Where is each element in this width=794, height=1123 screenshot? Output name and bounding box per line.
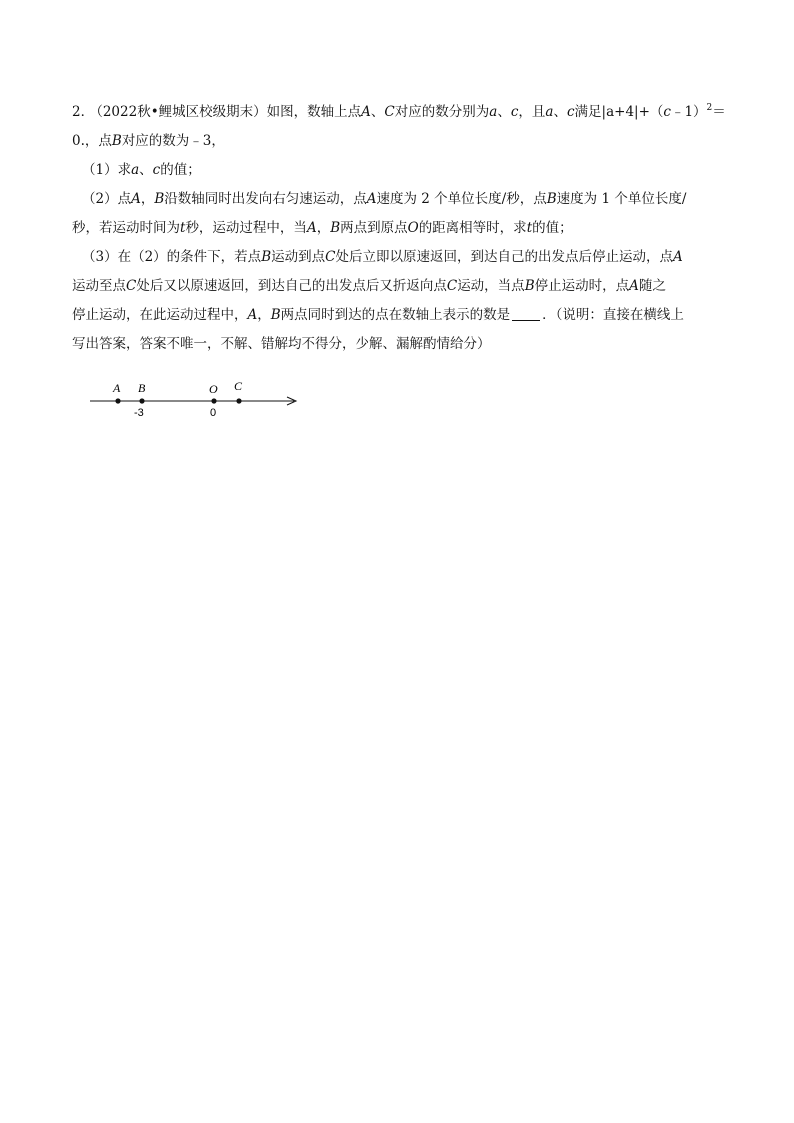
point-label: B <box>330 220 341 236</box>
point-label: B <box>270 307 281 323</box>
problem-number: 2． <box>72 104 95 120</box>
stem-text: 0.，点 <box>72 133 112 149</box>
variable: a <box>545 104 554 120</box>
question-text: 沿数轴同时出发向右匀速运动，点 <box>164 191 367 207</box>
question-2-line-2 <box>72 214 732 243</box>
question-text: 秒，运动过程中，当 <box>185 220 307 236</box>
point-label: B <box>154 191 165 207</box>
question-text: 速度为 1 个单位长度/ <box>556 191 687 207</box>
question-3-line-4 <box>72 330 732 359</box>
question-text: 运动到点 <box>271 249 326 265</box>
variable: t <box>180 220 186 236</box>
point-a-dot <box>115 398 120 403</box>
question-text: 随之 <box>638 278 666 294</box>
variable: c <box>152 162 161 178</box>
point-label: A <box>629 278 639 294</box>
point-label: A <box>366 191 377 207</box>
question-text: 两点到原点 <box>340 220 408 236</box>
question-text: 的值； <box>532 220 573 236</box>
answer-blank[interactable] <box>512 306 540 321</box>
point-label: A <box>361 104 371 120</box>
expression: ﹣1） <box>670 104 707 120</box>
variable: a <box>489 104 498 120</box>
point-label: O <box>407 220 419 236</box>
question-text: 运动，当点 <box>457 278 525 294</box>
problem-text <box>72 98 732 359</box>
point-o-dot <box>211 398 216 403</box>
point-label: C <box>446 278 458 294</box>
stem-text: 对应的数分别为 <box>394 104 490 120</box>
question-text: 运动至点 <box>72 278 126 294</box>
question-3-line-1 <box>72 243 732 272</box>
point-label: C <box>325 249 336 265</box>
point-b-label: B <box>138 381 146 395</box>
problem-line-1 <box>72 98 732 127</box>
question-text: 秒，若运动时间为 <box>72 220 180 236</box>
question-text: 写出答案，答案不唯一，不解、错解均不得分，少解、漏解酌情给分） <box>72 336 491 352</box>
point-a-label: A <box>113 381 121 395</box>
point-o-label: O <box>209 382 218 396</box>
problem-line-2 <box>72 127 732 156</box>
question-text: ．（说明：直接在横线上 <box>542 307 684 323</box>
question-text: 停止运动，在此运动过程中， <box>72 307 248 323</box>
point-label: B <box>546 191 557 207</box>
question-text: 的值； <box>160 162 201 178</box>
point-label: B <box>111 133 122 149</box>
stem-text: 、 <box>370 104 385 120</box>
question-text: （3）在（2）的条件下，若点 <box>82 249 262 265</box>
point-label: C <box>384 104 395 120</box>
stem-text: ，且 <box>518 104 546 120</box>
point-label: A <box>131 191 141 207</box>
point-label: A <box>306 220 317 236</box>
point-label: A <box>672 249 683 265</box>
question-text: 、 <box>139 162 153 178</box>
question-1 <box>72 156 732 185</box>
point-b-dot <box>139 398 144 403</box>
variable: c <box>566 104 575 120</box>
question-text: ， <box>140 191 155 207</box>
stem-text: 对应的数为﹣3， <box>121 133 225 149</box>
question-2-line-1 <box>72 185 732 214</box>
variable: t <box>526 220 533 236</box>
point-label: B <box>524 278 535 294</box>
expression: ＝ <box>712 104 726 120</box>
expression: a+4|+（ <box>606 104 664 120</box>
question-text: 两点同时到达的点在数轴上表示的数是 <box>280 307 511 323</box>
problem-source: （2022秋•鲤城区校级期末） <box>96 104 267 120</box>
question-text: ， <box>257 307 271 323</box>
point-c-label: C <box>234 379 243 393</box>
variable: c <box>510 104 519 120</box>
point-c-dot <box>236 398 241 403</box>
variable: a <box>131 162 140 178</box>
question-text: 的距离相等时，求 <box>418 220 527 236</box>
stem-text: 满足| <box>574 104 607 120</box>
question-3-line-2 <box>72 272 732 301</box>
number-line-diagram <box>88 378 308 422</box>
point-label: C <box>126 278 137 294</box>
question-text: 速度为 2 个单位长度/秒，点 <box>376 191 547 207</box>
tick-label-b: -3 <box>134 407 144 419</box>
variable: c <box>663 104 671 120</box>
question-text: （2）点 <box>82 191 132 207</box>
exponent: 2 <box>706 103 713 113</box>
stem-text: 、 <box>497 104 511 120</box>
question-text: 处后又以原速返回，到达自己的出发点后又折返向点 <box>136 278 447 294</box>
question-text: （1）求 <box>82 162 132 178</box>
point-label: A <box>247 307 258 323</box>
question-text: 处后立即以原速返回，到达自己的出发点后停止运动，点 <box>335 249 673 265</box>
tick-label-o: 0 <box>210 407 217 419</box>
stem-text: 如图，数轴上点 <box>266 104 362 120</box>
stem-text: 、 <box>553 104 567 120</box>
question-text: ， <box>316 220 331 236</box>
question-text: 停止运动时，点 <box>534 278 630 294</box>
point-label: B <box>261 249 272 265</box>
question-3-line-3 <box>72 301 732 330</box>
